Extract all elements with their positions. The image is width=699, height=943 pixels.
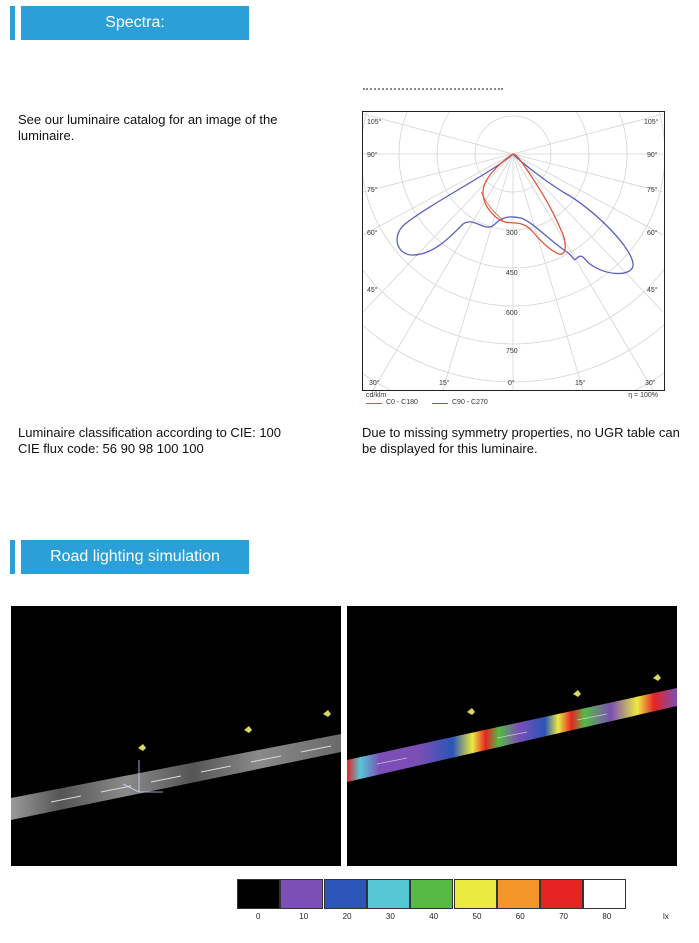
polar-svg	[363, 112, 664, 390]
scale-segment	[583, 879, 626, 909]
bottom-angle-label: 15°	[575, 380, 586, 387]
angle-label-left: 75°	[367, 187, 378, 194]
cie-classification	[18, 425, 338, 457]
section-title: Road lighting simulation	[21, 540, 249, 574]
angle-label-left: 45°	[367, 287, 378, 294]
radial-label: 600	[506, 310, 518, 317]
scale-tick-label: 50	[472, 912, 482, 921]
angle-label-right: 60°	[647, 230, 658, 237]
road-simulation-grayscale	[11, 606, 341, 866]
legend-swatch-c0	[366, 403, 382, 404]
bottom-angle-label: 30°	[369, 380, 380, 387]
angle-label-right: 45°	[647, 287, 658, 294]
scale-tick-label: 40	[429, 912, 439, 921]
scale-tick-label: 30	[385, 912, 395, 921]
section-title: Spectra:	[21, 6, 249, 40]
angle-label-left: 90°	[367, 152, 378, 159]
radial-label: 750	[506, 348, 518, 355]
scale-segment	[367, 879, 410, 909]
header-accent-bar	[10, 6, 15, 40]
scale-segment	[454, 879, 497, 909]
bottom-angle-label: 30°	[645, 380, 656, 387]
angle-label-left: 105°	[367, 119, 382, 126]
radial-label: 450	[506, 270, 518, 277]
curve-detail	[481, 192, 503, 220]
road-falsecolor-svg	[347, 606, 677, 866]
ugr-note: Due to missing symmetry properties, no UGR table can be displayed for this luminaire.	[362, 425, 680, 456]
scale-segment	[497, 879, 540, 909]
road-simulation-false-color	[347, 606, 677, 866]
polar-diagram	[362, 111, 665, 391]
scale-segment	[280, 879, 323, 909]
polar-legend	[364, 392, 664, 412]
curve-c90-c270	[397, 154, 633, 274]
cie-flux-code: CIE flux code: 56 90 98 100 100	[18, 441, 204, 456]
angle-label-right: 75°	[647, 187, 658, 194]
bottom-angle-label: 0°	[508, 380, 515, 387]
scale-tick-label: 80	[602, 912, 612, 921]
legend-swatch-c90	[432, 403, 448, 404]
legend-label-c90: C90 - C270	[452, 399, 488, 406]
scale-tick-label: 70	[559, 912, 568, 921]
angle-label-right: 90°	[647, 152, 658, 159]
catalog-note: See our luminaire catalog for an image of the luminaire.	[18, 112, 278, 143]
scale-unit: lx	[663, 912, 669, 921]
scale-segment	[540, 879, 583, 909]
scale-segment	[410, 879, 453, 909]
curve-c0-c180	[483, 154, 565, 254]
cie-classification-line: Luminaire classification according to CIE: 100	[18, 425, 282, 440]
angle-label-right: 105°	[644, 119, 659, 126]
scale-tick-label: 20	[342, 912, 352, 921]
scale-segment	[237, 879, 280, 909]
bottom-angle-label: 15°	[439, 380, 450, 387]
scale-tick-label: 0	[256, 912, 261, 921]
scale-tick-label: 60	[515, 912, 525, 921]
road-grayscale-svg	[11, 606, 341, 866]
scale-segment	[324, 879, 367, 909]
header-accent-bar	[10, 540, 15, 574]
polar-faint-title	[363, 88, 503, 94]
radial-label: 300	[506, 230, 518, 237]
angle-label-left: 60°	[367, 230, 378, 237]
polar-unit: cd/klm	[366, 392, 387, 399]
scale-tick-label: 10	[299, 912, 309, 921]
legend-label-c0: C0 - C180	[386, 399, 418, 406]
polar-efficiency: η = 100%	[628, 392, 658, 399]
